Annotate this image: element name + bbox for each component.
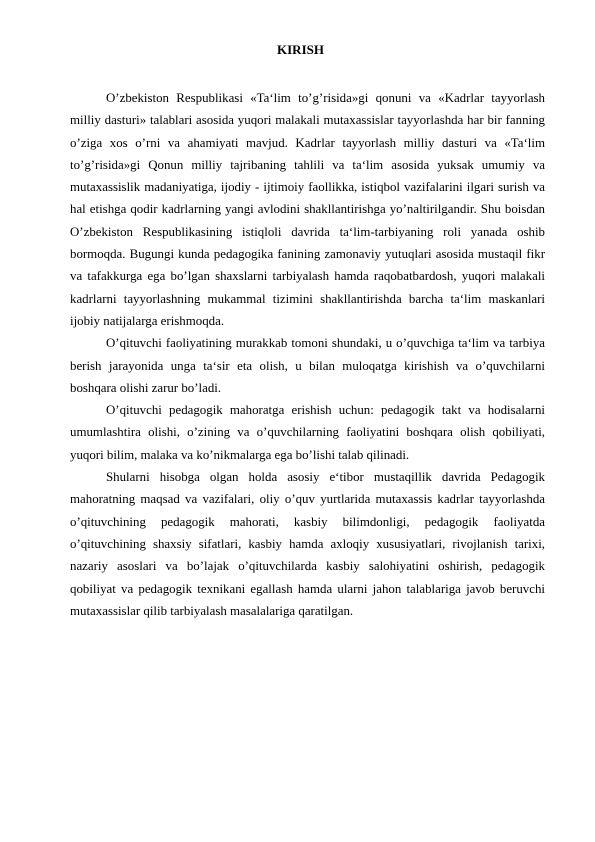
paragraph: Shularni hisobga olgan holda asosiy e‘tibor mustaqillik davrida Pedagogik mahoratning maqsad va vazifalari, oliy o’quv yurtlarida mutaxassis kadrlar tayyorlashda o’qituvchining pedagogik mahorati, kasbiy bilimdonligi, pedagogik faoliyatda o’qituvchining shaxsiy sifatlari, kasbiy hamda axloqiy xususiyatlari, rivojlanish tarixi, nazariy asoslari va bo’lajak o’qituvchilarda kasbiy salohiyatini oshirish, pedagogik qobiliyat va pedagogik texnikani egallash hamda ularni jahon talablariga javob beruvchi mutaxassislar qilib tarbiyalash masalalariga qaratilgan. — [70, 470, 545, 618]
paragraph: O’qituvchi faoliyatining murakkab tomoni shundaki, u o’quvchiga ta‘lim va tarbiya berish jarayonida unga ta‘sir eta olish, u bilan muloqatga kirishish va o’quvchilarni boshqara olishi zarur bo’ladi. — [70, 336, 545, 395]
document-body — [70, 87, 545, 622]
page-title: KIRISH — [277, 42, 324, 57]
paragraph: O’qituvchi pedagogik mahoratga erishish uchun: pedagogik takt va hodisalarni umumlashtira olishi, o’zining va o’quvchilarning faoliyatini boshqara olish qobiliyati, yuqori bilim, malaka va ko’nikmalarga ega bo’lishi talab qilinadi. — [70, 403, 545, 462]
paragraph: O’zbekiston Respublikasi «Ta‘lim to’g’risida»gi qonuni va «Kadrlar tayyorlash milliy dasturi» talablari asosida yuqori malakali mutaxassislar tayyorlashda har bir fanning o’ziga xos o’rni va ahamiyati mavjud. Kadrlar tayyorlash milliy dasturi va «Ta‘lim to’g’risida»gi Qonun milliy tajribaning tahlili va ta‘lim asosida yuksak umumiy va mutaxassislik madaniyatiga, ijodiy - ijtimoiy faollikka, istiqbol vazifalarini ilgari surish va hal etishga qodir kadrlarning yangi avlodini shakllantirishga yo’naltirilgandir. Shu boisdan O’zbekiston Respublikasining istiqloli davrida ta‘lim-tarbiyaning roli yanada oshib bormoqda. Bugungi kunda pedagogika fanining zamonaviy yutuqlari asosida mustaqil fikr va tafakkurga ega bo’lgan shaxslarni tarbiyalash hamda raqobatbardosh, yuqori malakali kadrlarni tayyorlashning mukammal tizimini shakllantirishda barcha ta‘lim maskanlari ijobiy natijalarga erishmoqda. — [70, 91, 545, 328]
